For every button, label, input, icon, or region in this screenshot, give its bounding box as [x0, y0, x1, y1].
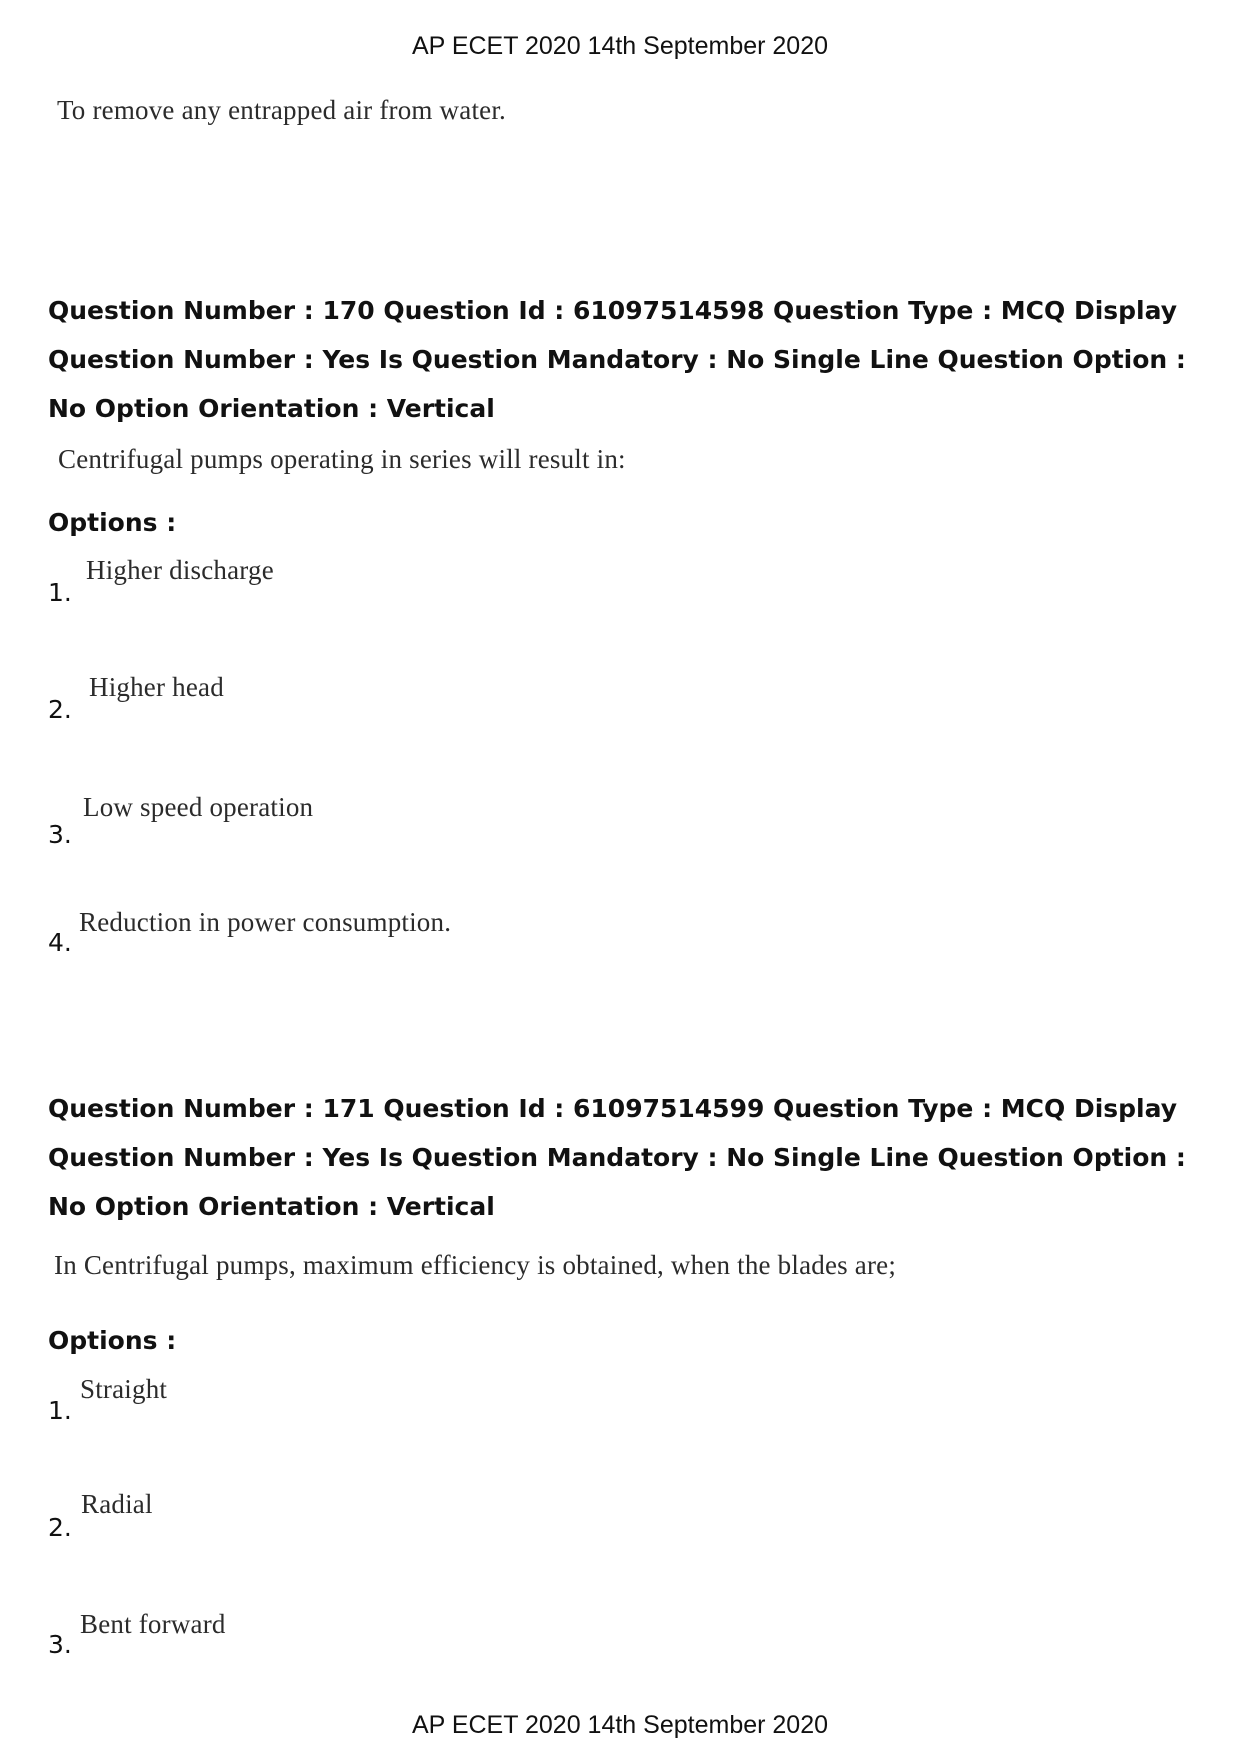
question-text: In Centrifugal pumps, maximum efficiency is obtained, when the blades are; [54, 1250, 897, 1280]
option-number: 1. [48, 1396, 72, 1425]
option-number: 2. [48, 695, 72, 724]
option-text: Straight [80, 1374, 168, 1404]
page-footer: AP ECET 2020 14th September 2020 [411, 1711, 829, 1739]
option-text: Higher discharge [86, 555, 274, 585]
option-text: Reduction in power consumption. [79, 907, 452, 937]
options-label: Options : [48, 508, 177, 537]
option-number: 1. [48, 578, 72, 607]
option-number: 2. [48, 1513, 72, 1542]
option-text: Radial [81, 1489, 153, 1519]
option-number: 3. [48, 820, 72, 849]
page-header: AP ECET 2020 14th September 2020 [411, 32, 829, 60]
question-text: Centrifugal pumps operating in series will result in: [58, 444, 626, 474]
question-meta: Question Number : 171 Question Id : 61097514599 Question Type : MCQ Display Question Number : Yes Is Question Mandatory : No Single Line Question Option : No Option Orientation : Vertical [48, 1094, 1186, 1221]
options-label: Options : [48, 1326, 177, 1355]
option-number: 4. [48, 928, 72, 957]
carryover-option-text: To remove any entrapped air from water. [57, 95, 506, 125]
option-number: 3. [48, 1630, 72, 1659]
option-text: Bent forward [80, 1609, 226, 1639]
option-text: Low speed operation [83, 792, 314, 822]
option-text: Higher head [89, 672, 224, 702]
question-meta: Question Number : 170 Question Id : 61097514598 Question Type : MCQ Display Question Number : Yes Is Question Mandatory : No Single Line Question Option : No Option Orientation : Vertical [48, 296, 1186, 423]
